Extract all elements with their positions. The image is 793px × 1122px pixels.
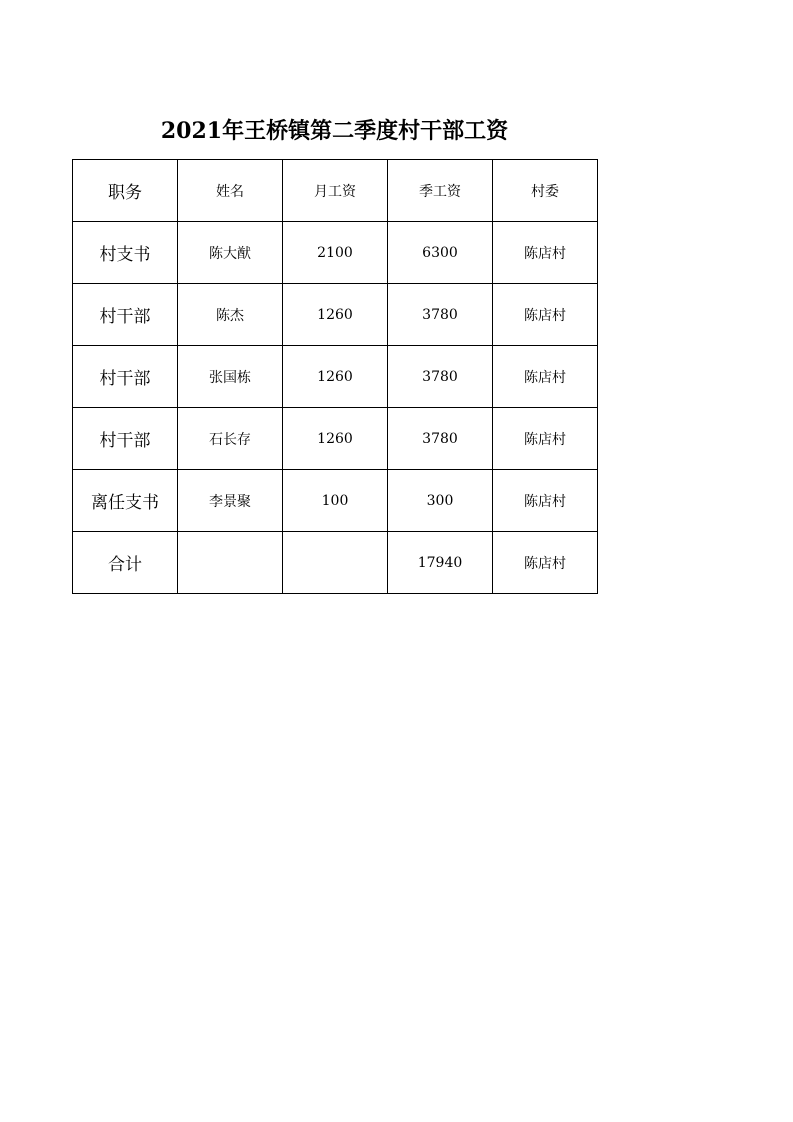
cell-village-committee: 陈店村 bbox=[493, 346, 598, 408]
table-row bbox=[73, 346, 598, 408]
cell-monthly-salary bbox=[283, 532, 388, 594]
header-monthly-salary: 月工资 bbox=[283, 160, 388, 222]
table-row bbox=[73, 470, 598, 532]
cell-position: 村干部 bbox=[73, 408, 178, 470]
header-name: 姓名 bbox=[178, 160, 283, 222]
cell-position: 村干部 bbox=[73, 346, 178, 408]
header-village-committee: 村委 bbox=[493, 160, 598, 222]
cell-name: 陈大猷 bbox=[178, 222, 283, 284]
cell-monthly-salary: 1260 bbox=[283, 284, 388, 346]
cell-position: 村干部 bbox=[73, 284, 178, 346]
cell-quarterly-salary: 300 bbox=[388, 470, 493, 532]
table-header-row bbox=[73, 160, 598, 222]
cell-position: 村支书 bbox=[73, 222, 178, 284]
cell-village-committee: 陈店村 bbox=[493, 470, 598, 532]
cell-position: 离任支书 bbox=[73, 470, 178, 532]
cell-monthly-salary: 2100 bbox=[283, 222, 388, 284]
header-quarterly-salary: 季工资 bbox=[388, 160, 493, 222]
cell-village-committee: 陈店村 bbox=[493, 408, 598, 470]
cell-monthly-salary: 100 bbox=[283, 470, 388, 532]
cell-village-committee: 陈店村 bbox=[493, 532, 598, 594]
document-title: 2021年王桥镇第二季度村干部工资 bbox=[160, 118, 509, 144]
cell-quarterly-salary: 3780 bbox=[388, 346, 493, 408]
cell-quarterly-salary: 6300 bbox=[388, 222, 493, 284]
cell-monthly-salary: 1260 bbox=[283, 408, 388, 470]
cell-name: 张国栋 bbox=[178, 346, 283, 408]
cell-total-label: 合计 bbox=[73, 532, 178, 594]
table-row bbox=[73, 284, 598, 346]
cell-quarterly-salary: 3780 bbox=[388, 284, 493, 346]
cell-name: 石长存 bbox=[178, 408, 283, 470]
cell-village-committee: 陈店村 bbox=[493, 284, 598, 346]
cell-quarterly-salary: 3780 bbox=[388, 408, 493, 470]
cell-monthly-salary: 1260 bbox=[283, 346, 388, 408]
salary-table bbox=[72, 159, 598, 594]
table-total-row bbox=[73, 532, 598, 594]
cell-name: 陈杰 bbox=[178, 284, 283, 346]
header-position: 职务 bbox=[73, 160, 178, 222]
cell-name bbox=[178, 532, 283, 594]
table-row bbox=[73, 222, 598, 284]
cell-quarterly-salary-total: 17940 bbox=[388, 532, 493, 594]
table-row bbox=[73, 408, 598, 470]
cell-name: 李景聚 bbox=[178, 470, 283, 532]
cell-village-committee: 陈店村 bbox=[493, 222, 598, 284]
